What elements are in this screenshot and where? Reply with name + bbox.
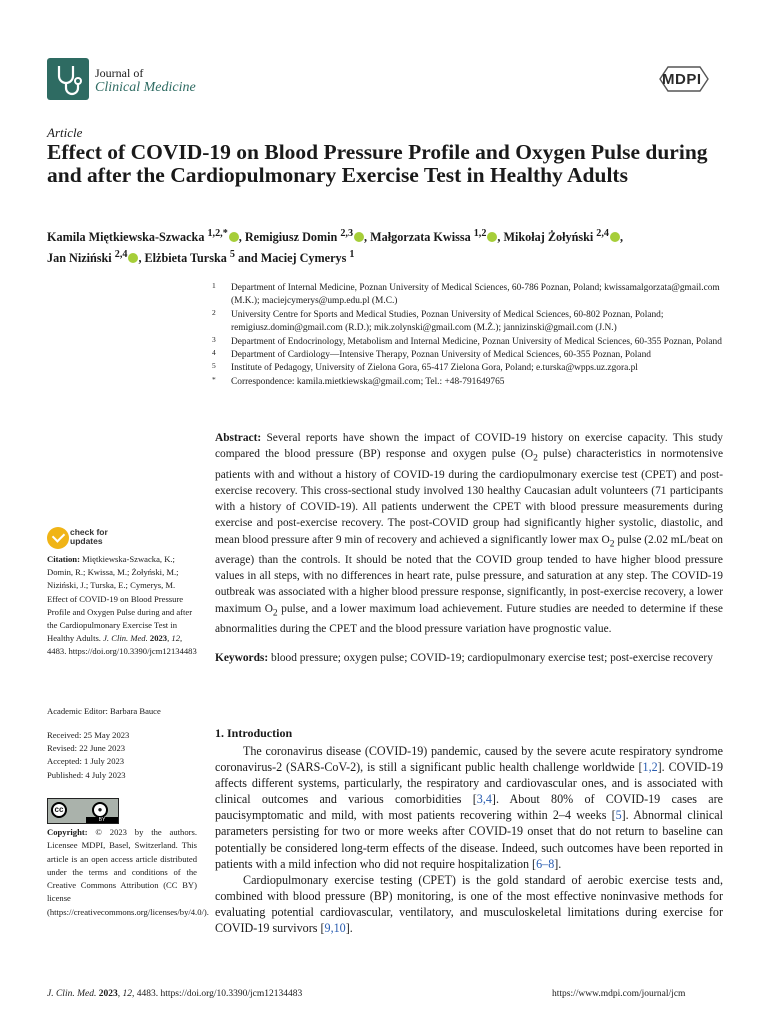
academic-editor: Academic Editor: Barbara Bauce xyxy=(47,706,161,716)
article-title: Effect of COVID-19 on Blood Pressure Profile and Oxygen Pulse during and after the Cardiopulmonary Exercise Test in Healthy Adults xyxy=(47,140,708,187)
abstract: Abstract: Several reports have shown the impact of COVID-19 history on exercise capacity. This study compared the blood pressure (BP) response and oxygen pulse ($O_2$ pulse) characteristics in normotensive patients with and without a history of COVID-19 during the cardiopulmonary exercise test (CPET) and post-exercise recovery. This cross-sectional study involved 130 healthy Caucasian adult volunteers (71 participants with a history of COVID-19). All patients underwent the CPET with blood pressure measurements during exercise and post-exercise recovery. The post-COVID group had significantly higher systolic, diastolic, and mean blood pressure after 9 min of recovery and achieved a significantly lower $\max O_2$ pulse (2.02 mL/beat on average) than the controls. It should be noted that the COVID group tended to have higher blood pressure values in all steps, with no differences in heart rate, pulse pressure, and saturation at any step. The COVID-19 outbreak was associated with a higher blood pressure response, significantly, in post-exercise recovery, a lower maximum $O_2$ pulse, and a lower maximum load achievement. Future studies are needed to determine if these abnormalities during the CPET and the blood pressure variation have prognostic value. xyxy=(215,432,723,636)
section-heading: 1. Introduction xyxy=(215,726,293,740)
cc-icon: cc xyxy=(51,802,67,818)
journal-logo xyxy=(47,58,89,100)
author-affiliation: 1,2,* xyxy=(207,228,228,239)
keywords-label: Keywords: xyxy=(215,652,269,664)
person-icon: ● xyxy=(92,802,108,818)
date-received: Received: 25 May 2023 xyxy=(47,730,130,740)
author-name[interactable]: Jan Niziński xyxy=(47,251,112,266)
affiliation-item: 5 Institute of Pedagogy, University of Zielona Gora, 65-417 Zielona Gora, Poland; e.turska@wpps.uz.zgora.pl xyxy=(212,361,638,374)
author-name[interactable]: Remigiusz Domin xyxy=(244,230,338,245)
journal-of: Journal of xyxy=(95,66,144,80)
author-name[interactable]: Kamila Miętkiewska-Szwacka xyxy=(47,230,205,245)
mdpi-logo[interactable] xyxy=(662,71,702,89)
orcid-icon[interactable] xyxy=(487,232,497,242)
check-icon xyxy=(47,527,69,549)
author-affiliation: 1 xyxy=(349,249,355,261)
affiliation-item: 1 Department of Internal Medicine, Poznan University of Medical Sciences, 60-786 Poznan, Poland; kwissamalgorzata@gmail.com (M.K.); maciejcymerys@ump.edu.pl (M.C.) xyxy=(212,281,720,307)
copyright: Copyright: © 2023 by the authors. Licensee MDPI, Basel, Switzerland. This article is an open access article distributed under the terms and conditions of the Creative Commons Attribution (CC BY) license (https://creativecommons.org/licenses/by/4.0/). xyxy=(47,827,209,917)
author-affiliation: 2,4 xyxy=(596,228,609,239)
author-affiliation: 2,3 xyxy=(340,228,354,239)
date-accepted: Accepted: 1 July 2023 xyxy=(47,756,125,767)
journal-url-link[interactable]: https://www.mdpi.com/journal/jcm xyxy=(552,989,686,999)
orcid-icon[interactable] xyxy=(354,232,364,242)
citation-link[interactable]: 3,4 xyxy=(476,792,492,807)
doi-link[interactable]: 4483. https://doi.org/10.3390/jcm12134483 xyxy=(47,646,197,657)
author-name[interactable]: Mikołaj Żołyński xyxy=(503,230,594,245)
author-name[interactable]: Elżbieta Turska xyxy=(144,251,227,266)
author-affiliation: 1,2 xyxy=(473,228,487,239)
paragraph: Cardiopulmonary exercise testing (CPET) is the gold standard of aerobic exercise tests and, combined with blood pressure (BP) monitoring, is one of the most effective noninvasive methods for evaluating potential cardiovascular, ventilatory, and musculoskeletal limitations during exercise for COVID-19 survivors [9,10]. xyxy=(215,872,723,936)
mdpi-text: MDPI xyxy=(662,71,702,88)
affiliation-item: 3 Department of Endocrinology, Metabolism and Internal Medicine, Poznan University of Medical Sciences, 60-355 Poznan, Poland xyxy=(212,334,722,347)
paragraph: The coronavirus disease (COVID-19) pandemic, caused by the severe acute respiratory syndrome coronavirus-2 (SARS-CoV-2), is still a significant public health challenge worldwide [1,2]. COVID-19 affects different systems, particularly, the respiratory and cardiovascular ones, and is associated with clinical outcomes and various comorbidities [3,4]. About 80% of COVID-19 cases are paucisymptomatic and mild, with most patients recovering within 2–4 weeks [5]. Abnormal clinical parameters persisting for two or more weeks after COVID-19 onset that do not return to baseline can potentially be considered long-term effects of the disease. Indeed, such outcomes have been reported in patients with a mild infection who did not require hospitalization [6–8]. xyxy=(215,744,723,871)
date-revised: Revised: 22 June 2023 xyxy=(47,743,126,754)
orcid-icon[interactable] xyxy=(610,232,620,242)
citation-link[interactable]: 5 xyxy=(615,808,622,823)
introduction-body xyxy=(215,743,723,936)
article-type: Article xyxy=(47,125,83,140)
footer-citation: J. Clin. Med. 2023, 12, 4483. https://doi.org/10.3390/jcm12134483 xyxy=(47,989,303,999)
correspondence: * Correspondence: kamila.mietkiewska@gmail.com; Tel.: +48-791649765 xyxy=(212,374,505,387)
author-list: Kamila Miętkiewska-Szwacka $^{1,2,*}$ , Remigiusz Domin $^{2,3}$ , Małgorzata Kwissa $^{1,2}$ , Mikołaj Żołyński $^{2,4}$ , Jan Niziński $^{2,4}$ , Elżbieta Turska $^5$ and Maciej Cymerys $^1$ xyxy=(47,228,624,266)
citation: Citation: Miętkiewska-Szwacka, K.; Domin, R.; Kwissa, M.; Żołyński, M.; Niziński, J.; Turska, E.; Cymerys, M. Effect of COVID-19 on Blood Pressure Profile and Oxygen Pulse during and after the Cardiopulmonary Exercise Test in Healthy Adults. J. Clin. Med. 2023, 12, 4483. https://doi.org/10.3390/jcm12134483 xyxy=(47,554,197,657)
author-affiliation: 5 xyxy=(229,249,235,261)
author-affiliation: 2,4 xyxy=(114,249,128,261)
cc-license-badge[interactable] xyxy=(47,798,119,824)
cc-by-label: BY xyxy=(86,817,118,823)
affiliation-item: 4 Department of Cardiology—Intensive Therapy, Poznan University of Medical Sciences, 60-355 Poznan, Poland xyxy=(212,348,651,361)
citation-link[interactable]: 9,10 xyxy=(324,921,346,936)
date-published: Published: 4 July 2023 xyxy=(47,769,126,780)
author-name[interactable]: Małgorzata Kwissa xyxy=(370,230,471,245)
affiliation-item: 2 University Centre for Sports and Medical Studies, Poznan University of Medical Sciences, 60-802 Poznan, Poland; remigiusz.domin@gmail.com (R.D.); mik.zolynski@gmail.com (M.Ż.); jannizinski@gmail.com (J.N.) xyxy=(212,307,664,334)
journal-name: Clinical Medicine xyxy=(95,80,196,95)
keywords: Keywords: blood pressure; oxygen pulse; COVID-19; cardiopulmonary exercise test; post-exercise recovery xyxy=(215,652,713,664)
author-name[interactable]: Maciej Cymerys xyxy=(260,251,347,266)
citation-link[interactable]: 1,2 xyxy=(642,760,658,775)
orcid-icon[interactable] xyxy=(128,253,138,263)
abstract-label: Abstract: xyxy=(215,432,262,444)
orcid-icon[interactable] xyxy=(229,232,239,242)
citation-link[interactable]: 6–8 xyxy=(536,856,555,871)
publication-dates xyxy=(47,729,129,782)
stethoscope-icon xyxy=(47,58,89,100)
affiliations xyxy=(212,282,722,389)
